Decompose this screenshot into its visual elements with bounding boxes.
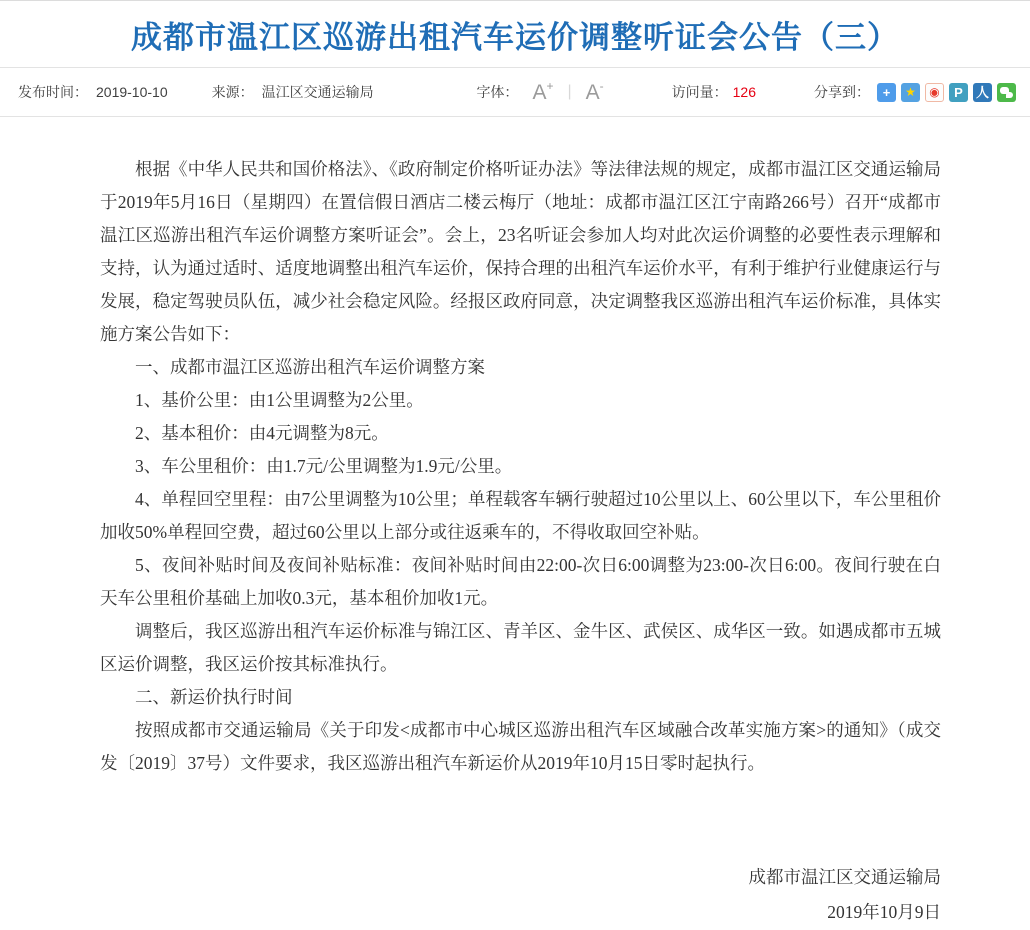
font-increase-button[interactable] [532,78,554,104]
share-wechat-icon[interactable] [997,83,1016,102]
font-decrease-letter: A [585,80,600,104]
share-renren-glyph: 人 [975,84,989,100]
paragraph: 二、新运价执行时间 [135,687,293,707]
share-renren-icon[interactable] [973,83,992,102]
paragraph: 4、单程回空里程：由7公里调整为10公里；单程载客车辆行驶超过10公里以上、60公里以下，车公里租价加收50%单程回空费，超过60公里以上部分或往返乘车的，不得收取回空补贴。 [100,489,941,542]
font-separator: | [567,83,572,100]
share-qzone-icon[interactable] [901,83,920,102]
font-decrease-button[interactable] [585,78,604,104]
font-size-label: 字体： [476,84,519,100]
share-pengyou-icon[interactable] [949,83,968,102]
source-label: 来源： [211,84,254,100]
article-signature [0,860,1030,930]
page-title: 成都市温江区巡游出租汽车运价调整听证会公告（三） [131,19,899,55]
signature-org: 成都市温江区交通运输局 [748,867,941,887]
paragraph: 按照成都市交通运输局《关于印发<成都市中心城区巡游出租汽车区域融合改革实施方案>的通知》（成交发〔2019〕37号）文件要求，我区巡游出租汽车新运价从2019年10月15日零时起执行。 [100,720,941,773]
paragraph: 2、基本租价：由4元调整为8元。 [135,423,389,443]
font-size-controls [476,78,604,104]
share-qzone-glyph: ★ [905,85,916,99]
page-header [0,1,1030,67]
paragraph: 5、夜间补贴时间及夜间补贴标准：夜间补贴时间由22:00-次日6:00调整为23:00-次日6:00。夜间行驶在白天车公里租价基础上加收0.3元，基本租价加收1元。 [100,555,941,608]
source-value: 温江区交通运输局 [261,84,374,100]
share-more-icon[interactable] [877,83,896,102]
share-sina-weibo-icon[interactable] [925,83,944,102]
paragraph: 一、成都市温江区巡游出租汽车运价调整方案 [135,357,485,377]
share-wechat-glyph [1000,87,1013,98]
share-icon-list [872,83,1016,102]
publish-time-value: 2019-10-10 [96,84,168,100]
visit-count [672,82,756,102]
share-sina-weibo-glyph: ◉ [929,85,940,99]
font-increase-letter: A [532,80,547,104]
meta-bar [0,67,1030,117]
paragraph: 1、基价公里：由1公里调整为2公里。 [135,390,424,410]
publish-time-label: 发布时间： [18,84,88,100]
share-pengyou-glyph: P [954,84,963,100]
font-decrease-sign: - [599,78,604,93]
visits-label: 访问量： [671,84,728,100]
share-label: 分享到： [814,84,870,100]
font-increase-sign: + [546,78,554,93]
publish-info [18,82,374,102]
signature-date: 2019年10月9日 [827,902,941,922]
visits-value: 126 [732,84,756,100]
paragraph: 根据《中华人民共和国价格法》、《政府制定价格听证办法》等法律法规的规定，成都市温江区交通运输局于2019年5月16日（星期四）在置信假日酒店二楼云梅厅（地址：成都市温江区江宁南路266号）召开“成都市温江区巡游出租汽车运价调整方案听证会”。会上，23名听证会参加人均对此次运价调整的必要性表示理解和支持，认为通过适时、适度地调整出租汽车运价，保持合理的出租汽车运价水平，有利于维护行业健康运行与发展，稳定驾驶员队伍，减少社会稳定风险。经报区政府同意，决定调整我区巡游出租汽车运价标准，具体实施方案公告如下： [100,159,941,344]
paragraph: 3、车公里租价：由1.7元/公里调整为1.9元/公里。 [135,456,513,476]
share-more-glyph: + [882,84,891,100]
article-body [0,117,1030,780]
share-bar [814,82,1016,102]
paragraph: 调整后，我区巡游出租汽车运价标准与锦江区、青羊区、金牛区、武侯区、成华区一致。如遇成都市五城区运价调整，我区运价按其标准执行。 [100,621,941,674]
source-info [212,82,374,102]
